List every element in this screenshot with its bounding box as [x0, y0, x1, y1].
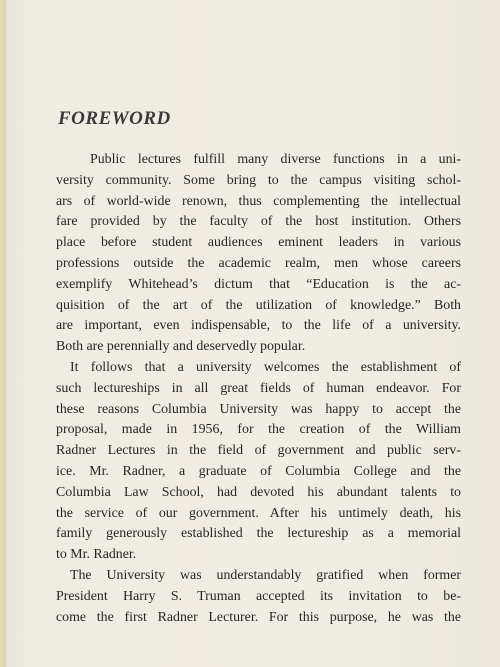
text-line: President Harry S. Truman accepted its invitation to be- [56, 588, 461, 604]
text-line: Radner Lectures in the field of government and public serv- [56, 443, 461, 459]
text-line: come the first Radner Lecturer. For this purpose, he was the [56, 609, 461, 625]
text-line: place before student audiences eminent leaders in various [56, 235, 461, 251]
text-line: are important, even indispensable, to the life of a university. [56, 318, 461, 334]
text-line: such lectureships in all great fields of human endeavor. For [56, 380, 461, 396]
text-line: these reasons Columbia University was happy to accept the [56, 401, 461, 417]
text-line: versity community. Some bring to the campus visiting schol- [56, 172, 461, 188]
text-line: the service of our government. After his untimely death, his [56, 505, 461, 521]
text-line: Both are perennially and deservedly popular. [56, 339, 306, 355]
text-line: family generously established the lectureship as a memorial [56, 526, 461, 542]
paragraph-1 [56, 150, 461, 358]
page-binding-edge [0, 0, 6, 667]
body-text [56, 150, 461, 628]
text-line: fare provided by the faculty of the host institution. Others [56, 214, 461, 230]
paragraph-3 [56, 566, 461, 628]
text-line: Columbia Law School, had devoted his abundant talents to [56, 484, 461, 500]
text-line: exemplify Whitehead’s dictum that “Education is the ac- [56, 276, 461, 292]
page-heading: FOREWORD [58, 108, 171, 129]
text-line: ice. Mr. Radner, a graduate of Columbia College and the [56, 463, 461, 479]
text-line: Public lectures fulfill many diverse functions in a uni- [90, 152, 461, 167]
paragraph-2 [56, 358, 461, 566]
text-line: The University was understandably gratified when former [70, 567, 461, 583]
text-line: to Mr. Radner. [56, 547, 137, 563]
text-line: proposal, made in 1956, for the creation of the William [56, 422, 461, 438]
text-line: It follows that a university welcomes the establishment of [70, 359, 461, 375]
text-line: ars of world-wide renown, thus complementing the intellectual [56, 193, 461, 209]
text-line: quisition of the art of the utilization of knowledge.” Both [56, 297, 461, 313]
text-line: professions outside the academic realm, men whose careers [56, 255, 461, 271]
